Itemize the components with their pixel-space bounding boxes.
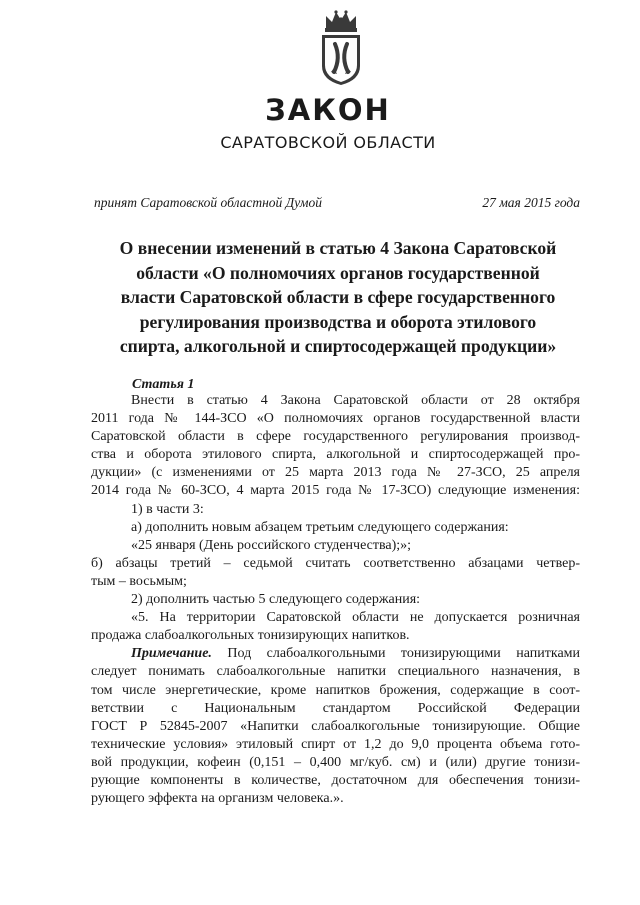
item-2: 2) дополнить частью 5 следующего содержания: [131,592,421,608]
body-line: 2014 года № 60-ЗСО, 4 марта 2015 года № 17-ЗСО) следующие изменения: [91,483,580,499]
title-line: власти Саратовской области в сфере государственного [120,287,556,307]
note-first-text: Под слабоалкогольными тонизирующими напитками [227,646,581,662]
item-1: 1) в части 3: [131,501,204,517]
title-line: спирта, алкогольной и спиртосодержащей продукции» [119,336,557,356]
item-1a-quote: «25 января (День российского студенчества);»; [131,537,412,553]
item-1a: а) дополнить новым абзацем третьим следующего содержания: [131,519,509,535]
part-5 [91,609,580,645]
body-line: ГОСТ Р 52845-2007 «Напитки слабоалкогольные тонизирующие. Общие [91,718,580,734]
saratov-coat-of-arms-icon [318,8,364,86]
body-line: 2011 года № 144-ЗСО «О полномочиях органов государственной власти [91,411,580,427]
intro-paragraph [91,392,580,501]
body-line: рующие компоненты в количестве, достаточном для обеспечения тонизи- [91,772,580,788]
body-line: следует понимать слабоалкогольные напитки специального назначения, в [91,664,580,680]
title-line: области «О полномочиях органов государственной [136,262,540,283]
body-line: тым – восьмым; [91,573,187,589]
body-line: Саратовской области в сфере государственного регулирования производ- [91,429,580,445]
body-line: Внести в статью 4 Закона Саратовской области от 28 октября [131,393,580,408]
title-line: регулирования производства и оборота этилового [139,311,537,332]
article-body [91,392,580,808]
law-region: САРАТОВСКОЙ ОБЛАСТИ [220,133,436,152]
body-line: рующего эффекта на организм человека.». [91,791,344,807]
body-line [91,645,580,663]
adopted-by-line: принят Саратовской областной Думой [94,195,323,210]
body-line: вой продукции, кофеин (0,151 – 0,400 мг/куб. см) и (или) другие тонизи- [91,754,580,770]
body-line: технические условия» этиловый спирт от 1,2 до 9,0 процента объема гото- [91,736,580,752]
note-paragraph [91,645,580,808]
title-line: О внесении изменений в статью 4 Закона Саратовской [119,238,557,258]
law-title: ЗАКОН [265,93,391,127]
note-label: Примечание. [131,646,212,662]
body-line: «5. На территории Саратовской области не допускается розничная [131,610,580,626]
document-title [88,236,588,359]
body-line: ства и оборота этилового спирта, алкогольной и спиртосодержащей про- [91,447,580,463]
body-line: дукции» (с изменениями от 25 марта 2013 года № 27-ЗСО, 25 апреля [91,465,580,481]
body-line: б) абзацы третий – седьмой считать соответственно абзацами четвер- [91,555,580,571]
article-heading: Статья 1 [132,377,195,392]
body-line: продажа слабоалкогольных тонизирующих напитков. [91,628,410,644]
item-1b [91,555,580,591]
body-line: ветствии с Национальным стандартом Российской Федерации [91,700,580,716]
adoption-date: 27 мая 2015 года [482,195,580,210]
body-line: том числе энергетические, кроме напитков брожения, содержащие в соот- [91,682,580,698]
